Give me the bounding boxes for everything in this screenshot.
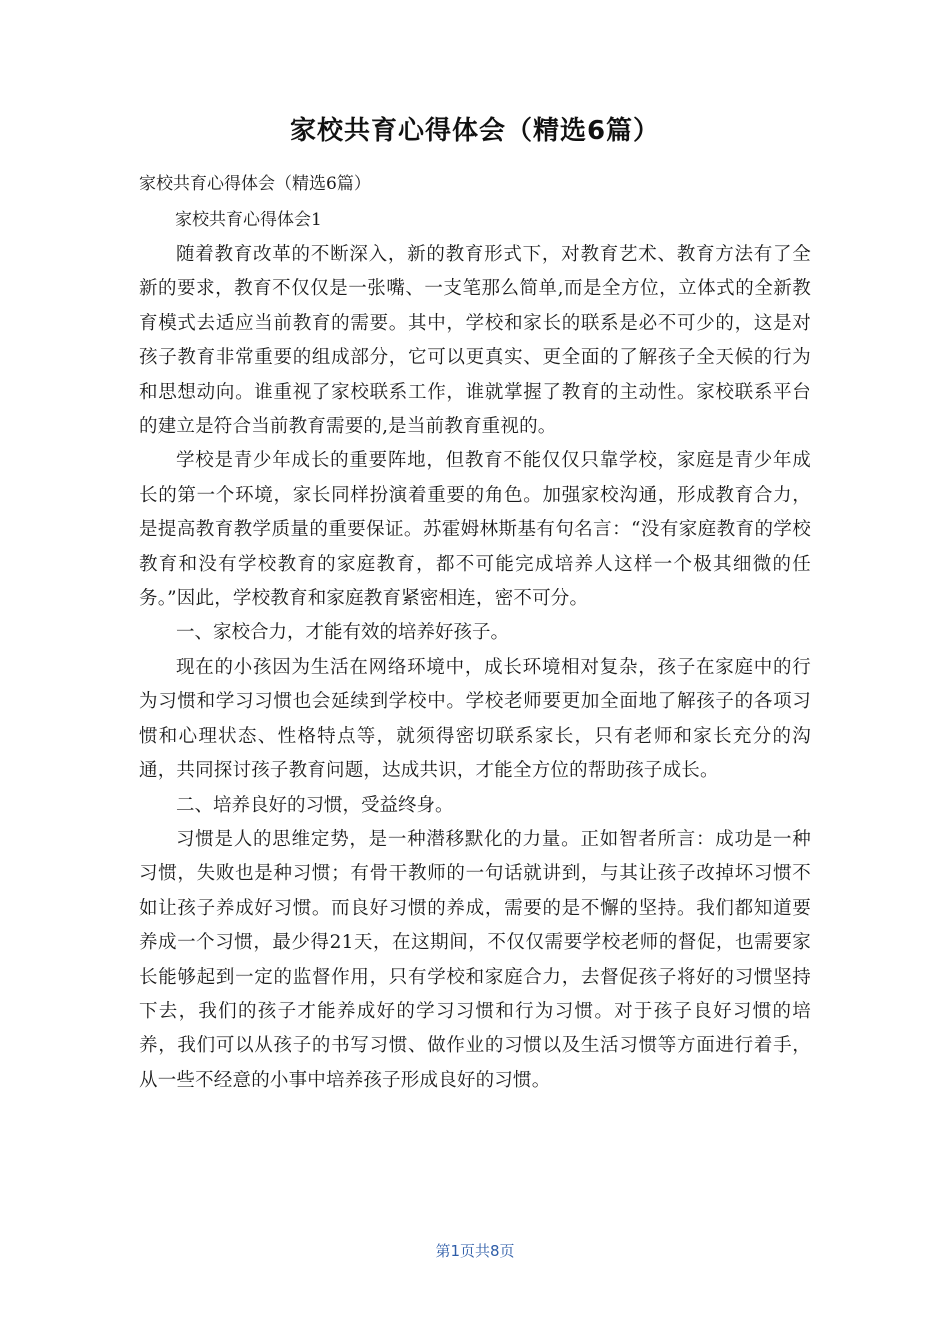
section-heading: 二、培养良好的习惯，受益终身。 <box>176 794 454 816</box>
section-heading: 一、家校合力，才能有效的培养好孩子。 <box>176 622 510 644</box>
paragraph: 现在的小孩因为生活在网络环境中，成长环境相对复杂，孩子在家庭中的行为习惯和学习习惯也会延续到学校中。学校老师要更加全面地了解孩子的各项习惯和心理状态、性格特点等，就须得密切联系家长，只有老师和家长充分的沟通，共同探讨孩子教育问题，达成共识，才能全方位的帮助孩子成长。 <box>139 656 811 782</box>
document-subtitle: 家校共育心得体会（精选6篇） <box>139 174 371 194</box>
document-body <box>139 166 811 1098</box>
document-title: 家校共育心得体会（精选6篇） <box>289 116 661 146</box>
paragraph: 习惯是人的思维定势，是一种潜移默化的力量。正如智者所言：成功是一种习惯，失败也是种习惯；有骨干教师的一句话就讲到，与其让孩子改掉坏习惯不如让孩子养成好习惯。而良好习惯的养成，需要的是不懈的坚持。我们都知道要养成一个习惯，最少得21天，在这期间，不仅仅需要学校老师的督促，也需要家长能够起到一定的监督作用，只有学校和家庭合力，去督促孩子将好的习惯坚持下去，我们的孩子才能养成好的学习习惯和行为习惯。对于孩子良好习惯的培养，我们可以从孩子的书写习惯、做作业的习惯以及生活习惯等方面进行着手，从一些不经意的小事中培养孩子形成良好的习惯。 <box>139 828 811 1091</box>
paragraph: 学校是青少年成长的重要阵地，但教育不能仅仅只靠学校，家庭是青少年成长的第一个环境，家长同样扮演着重要的角色。加强家校沟通，形成教育合力，是提高教育教学质量的重要保证。苏霍姆林斯基有句名言：“没有家庭教育的学校教育和没有学校教育的家庭教育，都不可能完成培养人这样一个极其细微的任务。”因此，学校教育和家庭教育紧密相连，密不可分。 <box>139 450 811 610</box>
section-title: 家校共育心得体会1 <box>175 210 322 230</box>
page-number-footer: 第1页共8页 <box>435 1242 515 1260</box>
paragraph: 随着教育改革的不断深入，新的教育形式下，对教育艺术、教育方法有了全新的要求，教育不仅仅是一张嘴、一支笔那么简单,而是全方位，立体式的全新教育模式去适应当前教育的需要。其中，学校和家长的联系是必不可少的，这是对孩子教育非常重要的组成部分，它可以更真实、更全面的了解孩子全天候的行为和思想动向。谁重视了家校联系工作，谁就掌握了教育的主动性。家校联系平台的建立是符合当前教育需要的,是当前教育重视的。 <box>139 244 811 438</box>
